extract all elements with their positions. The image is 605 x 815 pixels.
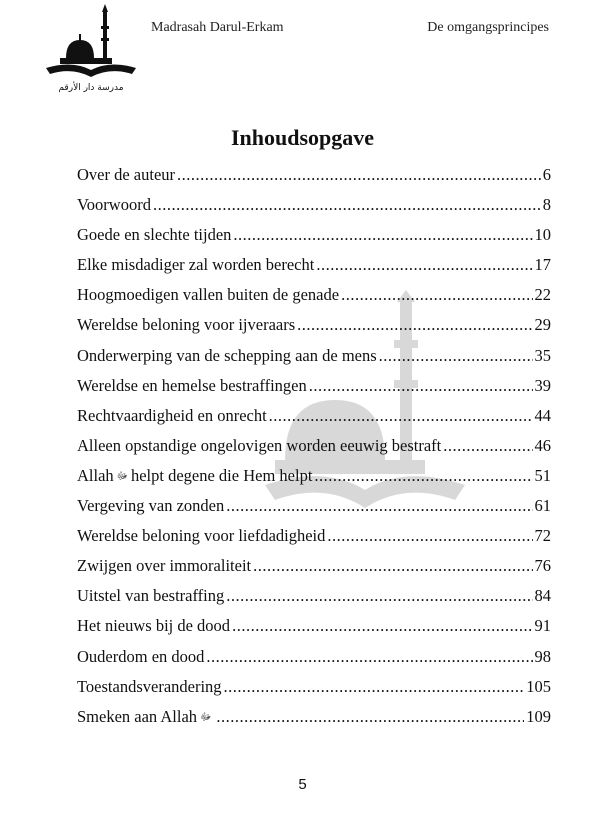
toc-entry-page: 22 <box>534 285 551 305</box>
dot-leader <box>314 461 532 491</box>
dot-leader <box>206 642 532 672</box>
toc-entry <box>77 160 551 190</box>
toc-entry <box>77 190 551 220</box>
header-institution-title: Madrasah Darul-Erkam <box>151 20 284 35</box>
dot-leader <box>224 672 525 702</box>
toc-entry <box>77 491 551 521</box>
toc-entry <box>77 611 551 641</box>
toc-entry <box>77 642 551 672</box>
toc-entry-page: 61 <box>534 496 551 516</box>
toc-entry-page: 39 <box>534 375 551 395</box>
toc-entry <box>77 581 551 611</box>
toc-entry <box>77 702 551 732</box>
toc-entry-title: Het nieuws bij de dood <box>77 616 231 636</box>
toc-entry-title: Uitstel van bestraffing <box>77 586 225 606</box>
toc-entry <box>77 521 551 551</box>
toc-entry <box>77 431 551 461</box>
dot-leader <box>309 371 533 401</box>
toc-entry-page: 29 <box>534 315 551 335</box>
toc-entry-page: 8 <box>542 195 551 215</box>
toc-entry <box>77 401 551 431</box>
dot-leader <box>232 611 532 641</box>
toc-entry-title: Zwijgen over immoraliteit <box>77 556 252 576</box>
dot-leader <box>316 250 532 280</box>
honorific-glyph: ﷻ <box>200 711 212 723</box>
toc-entry-page: 76 <box>534 556 551 576</box>
toc-entry-title: Smeken aan Allah ﷻ <box>77 706 212 726</box>
honorific-glyph: ﷻ <box>116 470 128 482</box>
toc-entry-page: 51 <box>534 465 551 485</box>
toc-entry-page: 46 <box>534 435 551 455</box>
toc-entry-title: Toestandsverandering <box>77 676 222 696</box>
toc-entry-title: Alleen opstandige ongelovigen worden eeuwig bestraft <box>77 435 442 455</box>
madrasah-logo <box>42 4 140 94</box>
toc-entry <box>77 310 551 340</box>
toc-entry-title: Onderwerping van de schepping aan de mens <box>77 345 377 365</box>
toc-entry-title: Voorwoord <box>77 195 151 215</box>
toc-entry-title: Allah ﷻ helpt degene die Hem helpt <box>77 465 313 485</box>
toc-entry-title: Goede en slechte tijden <box>77 225 232 245</box>
toc-entry <box>77 341 551 371</box>
toc-entry-page: 6 <box>542 165 551 184</box>
toc-entry-page: 84 <box>534 586 551 606</box>
toc-entry-title: Rechtvaardigheid en onrecht <box>77 405 267 425</box>
dot-leader <box>177 160 541 190</box>
dot-leader <box>233 220 532 250</box>
toc-entry-page: 98 <box>534 646 551 666</box>
dot-leader <box>379 341 533 371</box>
dot-leader <box>253 551 532 581</box>
toc-entry-page: 10 <box>534 225 551 245</box>
toc-entry-page: 17 <box>534 255 551 275</box>
toc-entry-title: Elke misdadiger zal worden berecht <box>77 255 315 275</box>
page-title: Inhoudsopgave <box>230 125 375 150</box>
page-number: 5 <box>298 776 307 793</box>
toc-entry <box>77 371 551 401</box>
dot-leader <box>443 431 532 461</box>
toc-entry-title: Wereldse beloning voor ijveraars <box>77 315 296 335</box>
dot-leader <box>216 702 524 732</box>
toc-entry-title: Ouderdom en dood <box>77 646 205 666</box>
table-of-contents <box>77 160 551 732</box>
dot-leader <box>297 310 532 340</box>
dot-leader <box>341 280 532 310</box>
toc-entry <box>77 672 551 702</box>
toc-entry-title: Over de auteur <box>77 165 176 184</box>
toc-entry-title: Vergeving van zonden <box>77 496 225 516</box>
toc-entry-page: 72 <box>534 526 551 546</box>
toc-entry <box>77 250 551 280</box>
dot-leader <box>153 190 541 220</box>
dot-leader <box>226 581 532 611</box>
toc-entry-title: Wereldse en hemelse bestraffingen <box>77 375 307 395</box>
header-book-title: De omgangsprincipes <box>427 20 549 35</box>
toc-entry <box>77 280 551 310</box>
dot-leader <box>226 491 532 521</box>
toc-entry <box>77 220 551 250</box>
logo-caption: مدرسة دار الأرقم <box>58 83 124 93</box>
dot-leader <box>269 401 533 431</box>
toc-entry-page: 109 <box>526 706 551 726</box>
toc-entry-title: Wereldse beloning voor liefdadigheid <box>77 526 326 546</box>
toc-entry-title: Hoogmoedigen vallen buiten de genade <box>77 285 340 305</box>
toc-entry-page: 44 <box>534 405 551 425</box>
toc-entry <box>77 461 551 491</box>
toc-entry-page: 35 <box>534 345 551 365</box>
toc-entry-page: 91 <box>534 616 551 636</box>
toc-entry-page: 105 <box>526 676 551 696</box>
toc-entry <box>77 551 551 581</box>
dot-leader <box>327 521 532 551</box>
